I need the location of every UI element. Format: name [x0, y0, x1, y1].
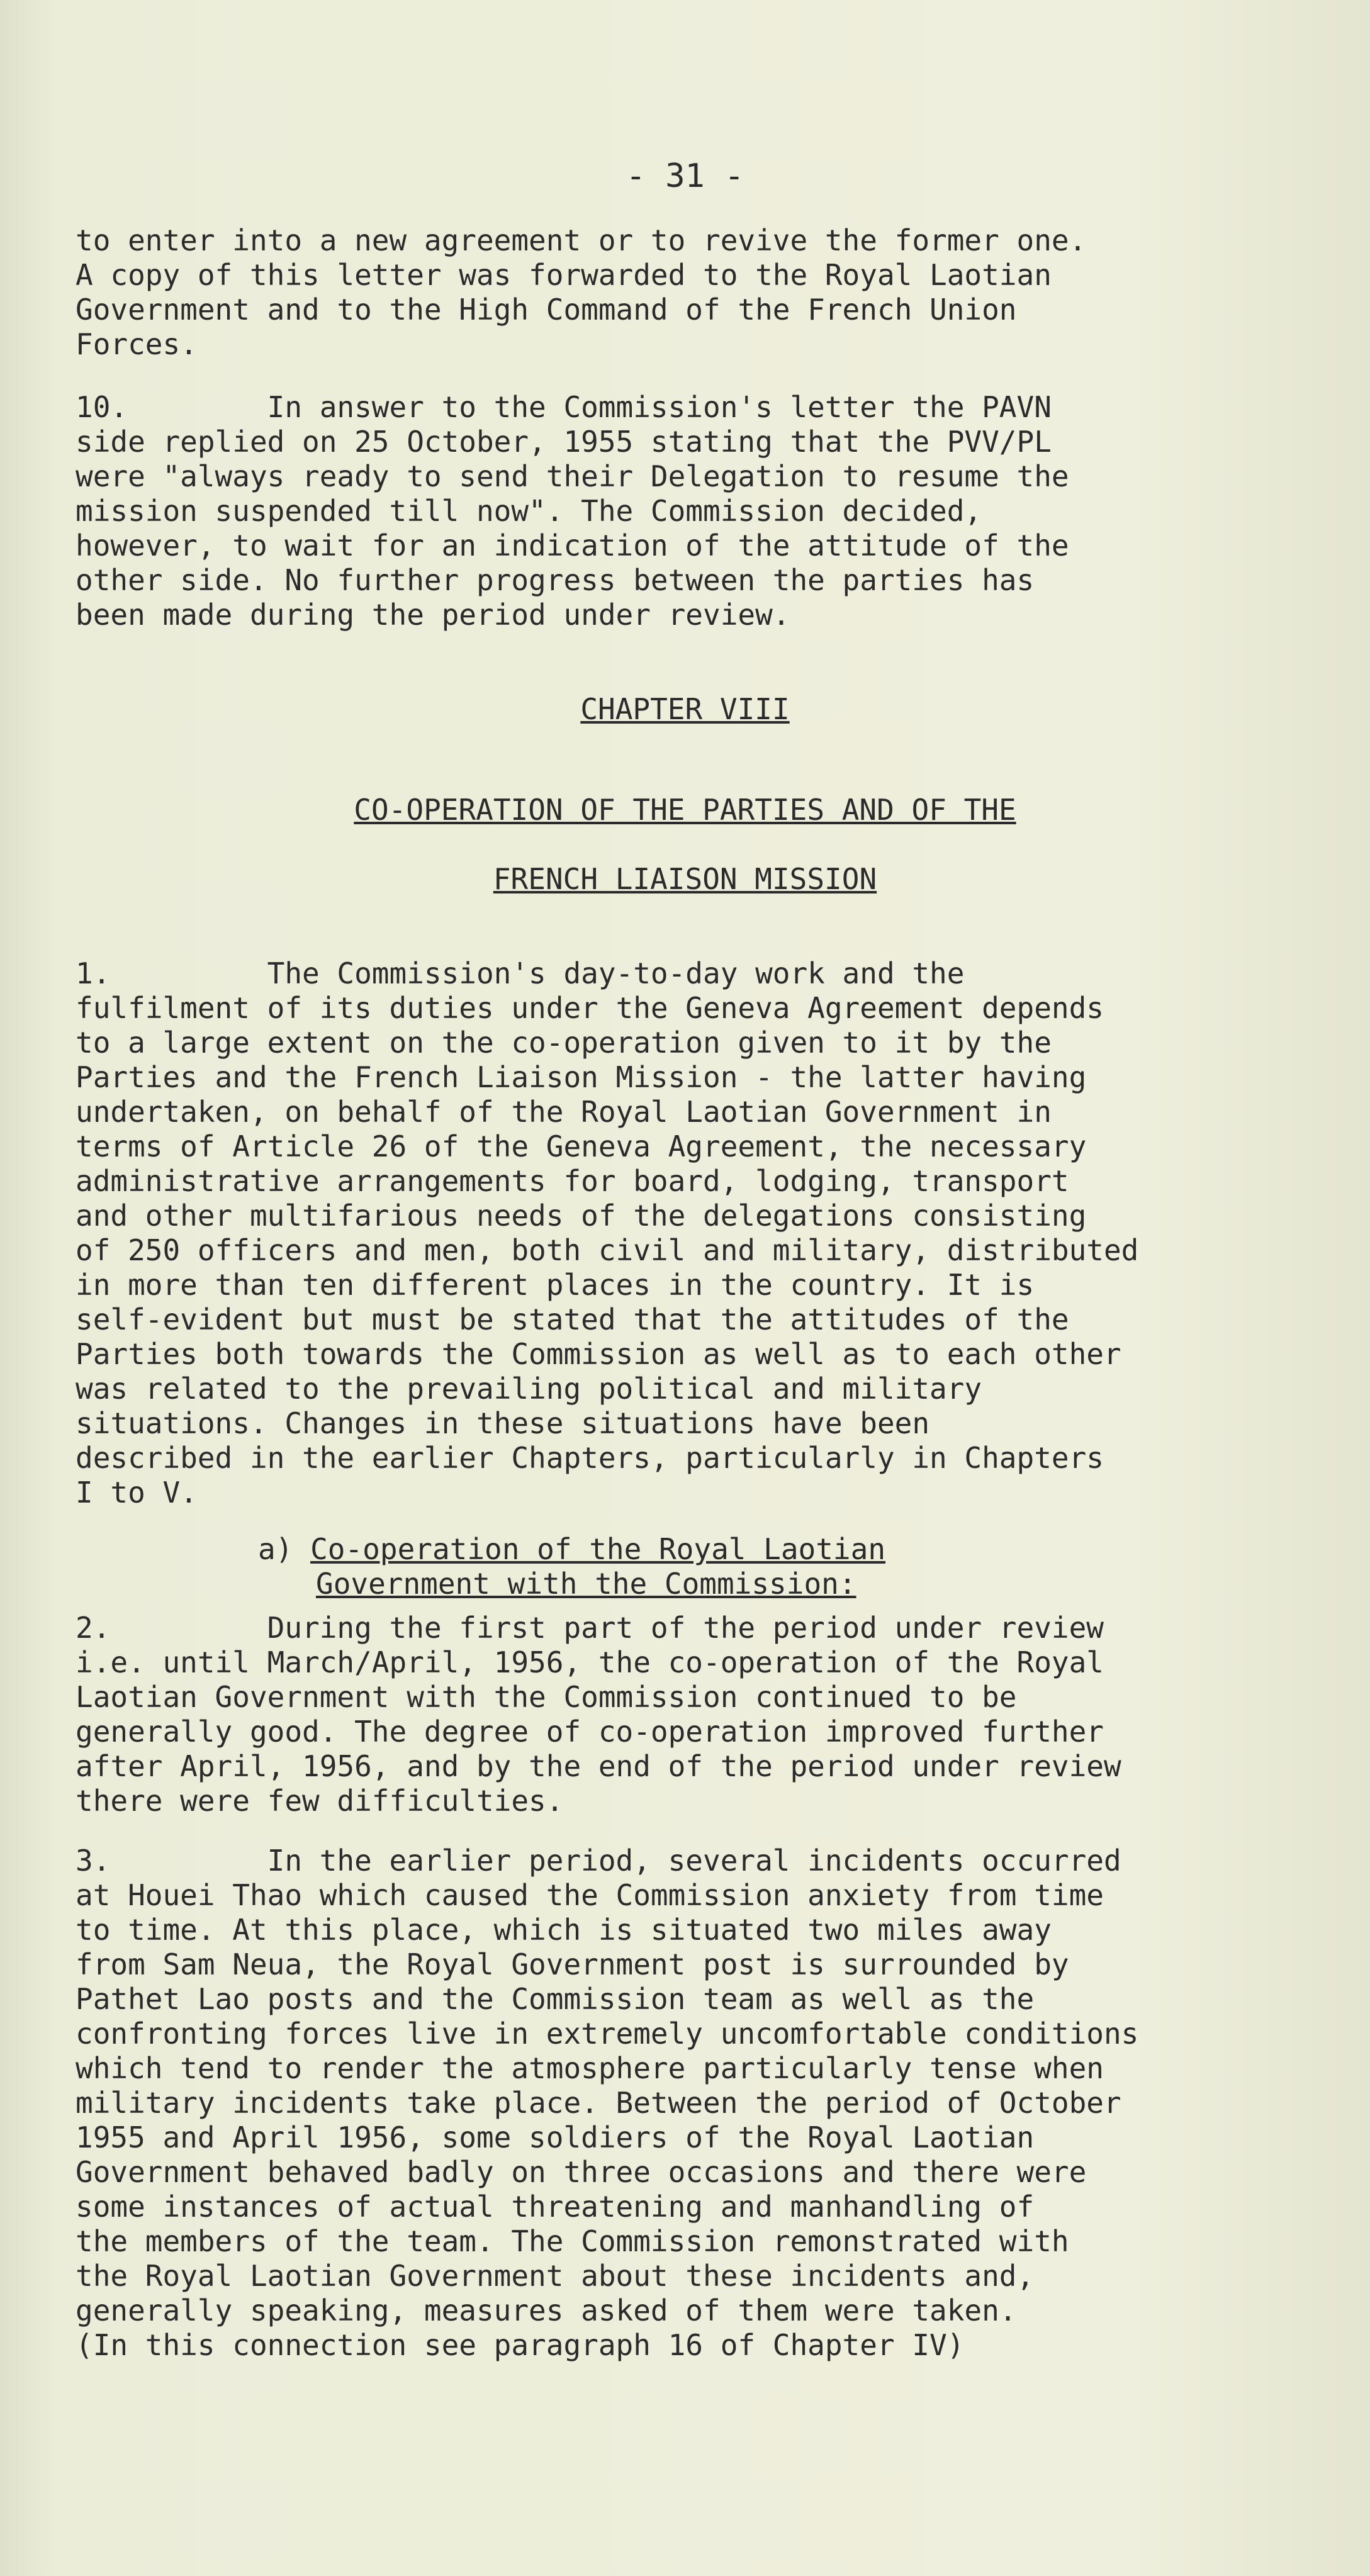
text-line: 10. In answer to the Commission's letter the PAVN — [76, 390, 1052, 424]
text-line: Forces. — [76, 327, 198, 361]
paragraph-2 — [76, 1611, 1259, 1818]
section-heading — [258, 1532, 885, 1601]
paragraph-continuation — [76, 223, 1259, 362]
text-line: Pathet Lao posts and the Commission team as well as the — [76, 1982, 1035, 2016]
text-line: there were few difficulties. — [76, 1784, 564, 1818]
text-line: Parties both towards the Commission as well as to each other — [76, 1337, 1121, 1371]
section-title-line: Co-operation of the Royal Laotian — [310, 1532, 886, 1566]
text-line: 1955 and April 1956, some soldiers of the Royal Laotian — [76, 2120, 1035, 2154]
text-line: undertaken, on behalf of the Royal Laotian Government in — [76, 1095, 1052, 1129]
text-line: been made during the period under review. — [76, 598, 790, 632]
text-line: i.e. until March/April, 1956, the co-operation of the Royal — [76, 1645, 1104, 1679]
text-line: situations. Changes in these situations have been — [76, 1406, 930, 1440]
text-line: 1. The Commission's day-to-day work and the — [76, 956, 965, 990]
chapter-subtitle: CO-OPERATION OF THE PARTIES AND OF THE — [354, 793, 1016, 827]
text-line: fulfilment of its duties under the Geneva Agreement depends — [76, 991, 1104, 1025]
text-line: 3. In the earlier period, several incidents occurred — [76, 1844, 1121, 1878]
text-line: confronting forces live in extremely uncomfortable conditions — [76, 2017, 1139, 2051]
text-line: (In this connection see paragraph 16 of Chapter IV) — [76, 2328, 965, 2362]
page-number: - 31 - — [626, 157, 744, 195]
section-marker: a) — [258, 1532, 293, 1566]
text-line: however, to wait for an indication of the attitude of the — [76, 529, 1069, 563]
text-line: to a large extent on the co-operation given to it by the — [76, 1026, 1052, 1060]
text-line: after April, 1956, and by the end of the period under review — [76, 1749, 1121, 1783]
text-line: to time. At this place, which is situated two miles away — [76, 1913, 1052, 1947]
text-line: administrative arrangements for board, lodging, transport — [76, 1164, 1069, 1198]
paragraph-3 — [76, 1844, 1259, 2363]
text-line: the members of the team. The Commission remonstrated with — [76, 2224, 1069, 2258]
text-line: Laotian Government with the Commission continued to be — [76, 1680, 1017, 1714]
text-line: terms of Article 26 of the Geneva Agreement, the necessary — [76, 1129, 1087, 1163]
text-line: some instances of actual threatening and manhandling of — [76, 2190, 1035, 2224]
paragraph-10 — [76, 390, 1259, 632]
text-line: generally good. The degree of co-operation improved further — [76, 1715, 1104, 1749]
section-title-line: Government with the Commission: — [316, 1567, 856, 1601]
text-line: mission suspended till now". The Commission decided, — [76, 494, 982, 528]
chapter-subtitle: FRENCH LIAISON MISSION — [493, 862, 877, 896]
text-line: in more than ten different places in the country. It is — [76, 1268, 1035, 1302]
text-line: to enter into a new agreement or to revive the former one. — [76, 223, 1087, 257]
text-line: military incidents take place. Between the period of October — [76, 2086, 1121, 2120]
text-line: self-evident but must be stated that the attitudes of the — [76, 1302, 1069, 1336]
text-line: 2. During the first part of the period under review — [76, 1611, 1104, 1645]
text-line: Government behaved badly on three occasions and there were — [76, 2155, 1087, 2189]
text-line: generally speaking, measures asked of them were taken. — [76, 2293, 1017, 2327]
text-line: side replied on 25 October, 1955 stating that the PVV/PL — [76, 425, 1052, 459]
text-line: A copy of this letter was forwarded to the Royal Laotian — [76, 258, 1052, 292]
text-line: Parties and the French Liaison Mission - the latter having — [76, 1060, 1087, 1094]
text-line: the Royal Laotian Government about these incidents and, — [76, 2259, 1035, 2293]
text-line: at Houei Thao which caused the Commission anxiety from time — [76, 1878, 1104, 1912]
chapter-title: CHAPTER VIII — [580, 692, 790, 726]
text-line: were "always ready to send their Delegation to resume the — [76, 459, 1069, 493]
text-line: was related to the prevailing political and military — [76, 1372, 982, 1406]
text-line: and other multifarious needs of the delegations consisting — [76, 1199, 1087, 1233]
text-line: other side. No further progress between the parties has — [76, 563, 1035, 597]
paragraph-1 — [76, 956, 1259, 1510]
text-line: from Sam Neua, the Royal Government post is surrounded by — [76, 1947, 1069, 1981]
text-line: I to V. — [76, 1476, 198, 1509]
text-line: of 250 officers and men, both civil and military, distributed — [76, 1233, 1139, 1267]
text-line: which tend to render the atmosphere particularly tense when — [76, 2051, 1104, 2085]
text-line: Government and to the High Command of the French Union — [76, 293, 1017, 327]
text-line: described in the earlier Chapters, particularly in Chapters — [76, 1441, 1104, 1475]
